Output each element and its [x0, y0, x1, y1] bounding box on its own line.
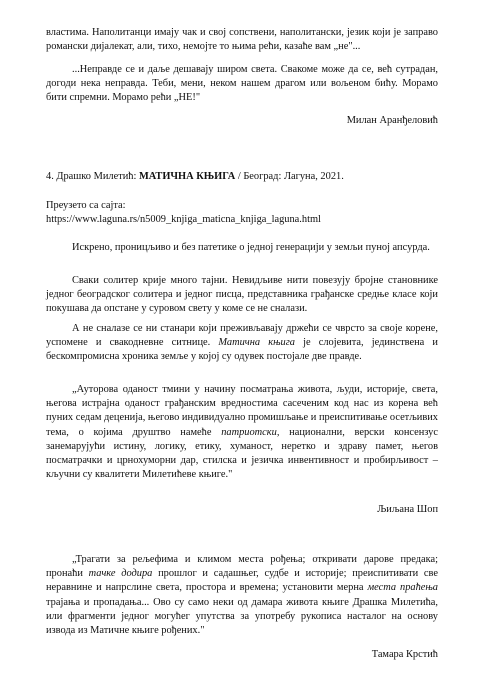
book-prefix: 4. Драшко Милетић:	[46, 171, 137, 182]
review-quote-2	[46, 553, 438, 638]
intro-author-name: Милан Аранђеловић	[346, 115, 438, 126]
intro-paragraph-2	[46, 63, 438, 106]
body-p2-text: Сваки солитер крије много тајни. Невидљиве нити повезују бројне становнике једног београдског солитера и једног писца, представника грађанске средње класе који покушава да опстане у суровом свету у коме се не сналази.	[46, 275, 438, 315]
body-paragraph-1	[46, 241, 438, 255]
source-url[interactable]: https://www.laguna.rs/n5009_knjiga_maticna_knjiga_laguna.html	[46, 214, 321, 226]
intro-para-2-text: ...Неправде се и даље дешавају широм света. Свакоме може да се, већ сутрадан, догоди нека неправда. Теби, мени, неком нашем драгом или вољеном бићу. Морамо бити спремни. Морамо рећи „НЕ!"	[46, 64, 438, 104]
quote1-author	[46, 503, 438, 517]
quote2-author-name: Тамара Крстић	[371, 649, 438, 660]
intro-author	[46, 114, 438, 128]
quote1-author-name: Љиљана Шоп	[377, 504, 438, 515]
body-p3-text-b: је слојевита, јединствена и бескомпромисна хроника земље у којој су одувек постојале две правде.	[46, 337, 438, 363]
review-quote-1	[46, 383, 438, 482]
quote1-emphasis: патриотски,	[221, 426, 280, 438]
body-p1-text: Искрено, проницљиво и без патетике о једној генерацији у земљи пуној апсурда.	[72, 242, 430, 253]
body-p3-book-title: Матична књига	[218, 337, 295, 349]
body-paragraph-2	[46, 274, 438, 317]
quote1-text-b: национални, верски консензус занемарујући истину, логику, етику, хуманост, неретко и здраву памет, његов посматрачки и црнохуморни дар, стилска и језичка инвентивност и пробирљивост – кључни су квалитети Милетићеве књиге."	[46, 426, 438, 481]
book-title: МАТИЧНА КЊИГА	[139, 171, 236, 182]
quote1-text-a: „Ауторова оданост тмини у начину посматрања живота, људи, историје, света, његова истрајна оданост грађанским вредностима сасеченим код нас из корена већ пуних седам деценија, његово индивидуално промишљање и преиспитивање осетљивих тема, о којима друштво намеће	[46, 384, 438, 438]
quote2-emphasis-1: тачке додира	[88, 568, 153, 580]
quote2-emphasis-2: места праћења	[367, 582, 438, 594]
source-label: Преузето са сајта:	[46, 200, 126, 211]
quote2-text-b: прошлог и садашњег, судбе и историје; преиспитивати све неравнине и напрслине света, простора и времена; установити мерна	[46, 568, 438, 594]
quote2-text-c: трајања и пропадања... Ово су само неки од дамара живота књиге Драшка Милетића, или фрагменти једног могућег упутства за употребу рукописа насталог на основу извода из Матичне књиге рођених."	[46, 596, 438, 637]
body-paragraph-3	[46, 322, 438, 365]
quote2-author	[46, 648, 438, 662]
book-heading	[46, 170, 438, 184]
intro-para-1-text: властима. Наполитанци имају чак и свој сопствени, наполитански, језик који је заправо романски дијалекат, али, тихо, немојте то њима рећи, казаће вам „не"...	[46, 27, 438, 53]
source-block	[46, 199, 438, 227]
quote2-text-a: „Трагати за рељефима и климом места рођења; откривати дарове предака; пронаћи	[46, 554, 438, 580]
intro-paragraph-1	[46, 26, 438, 54]
body-p3-text-a: А не сналазе се ни станари који преживљавају држећи се чврсто за своје корене, успомене и свакодневне ситнице.	[46, 323, 438, 349]
book-publisher: / Београд: Лагуна, 2021.	[237, 171, 344, 182]
